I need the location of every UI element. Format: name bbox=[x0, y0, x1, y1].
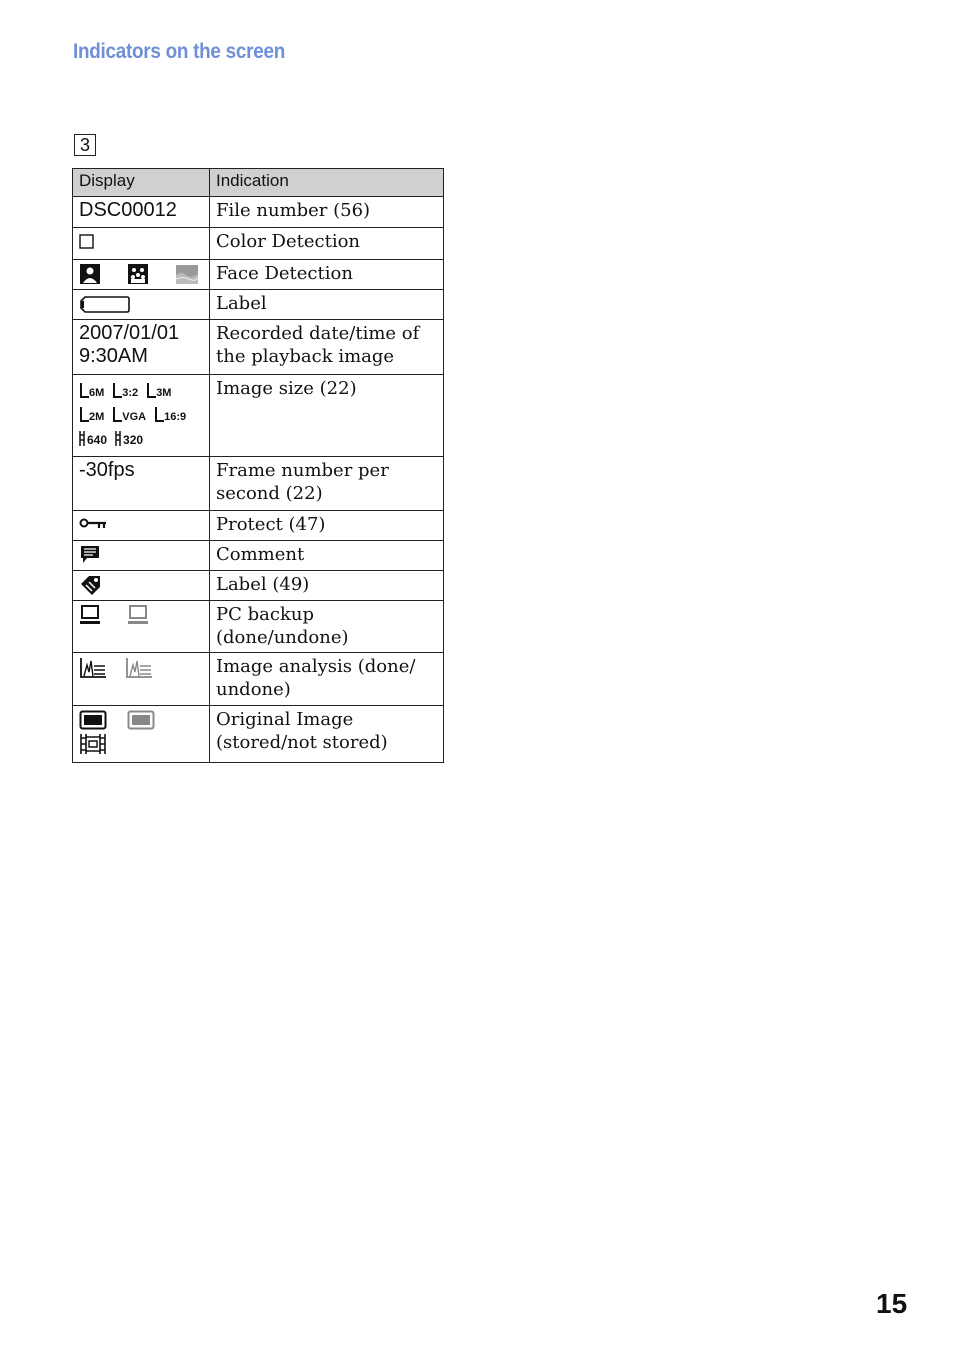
display-cell bbox=[73, 706, 210, 763]
image-size-3-2-icon: 3:2 bbox=[112, 377, 138, 399]
pc-backup-undone-icon bbox=[127, 604, 149, 626]
indication-text: Image analysis (done/ undone) bbox=[210, 653, 444, 706]
image-size-16-9-icon: 16:9 bbox=[154, 401, 186, 423]
display-cell bbox=[73, 653, 210, 706]
key-icon bbox=[79, 516, 109, 532]
indication-text: File number (56) bbox=[210, 197, 444, 228]
display-cell bbox=[73, 228, 210, 260]
indicators-table bbox=[72, 168, 444, 763]
page-number: 15 bbox=[876, 1288, 908, 1319]
display-file-number: DSC00012 bbox=[73, 197, 210, 228]
table-header-row bbox=[73, 169, 444, 197]
display-cell bbox=[73, 260, 210, 290]
histogram-undone-icon bbox=[125, 657, 153, 679]
table-row bbox=[73, 601, 444, 653]
indication-text: Frame number per second (22) bbox=[210, 457, 444, 511]
display-cell bbox=[73, 511, 210, 541]
table-row bbox=[73, 653, 444, 706]
table-row bbox=[73, 571, 444, 601]
image-size-2m-icon: 2M bbox=[79, 401, 104, 423]
indication-text: Image size (22) bbox=[210, 375, 444, 457]
table-row bbox=[73, 290, 444, 320]
histogram-done-icon bbox=[79, 657, 107, 679]
landscape-icon bbox=[175, 263, 199, 285]
display-time: 9:30AM bbox=[79, 345, 148, 367]
original-not-stored-icon bbox=[127, 710, 155, 730]
table-row bbox=[73, 197, 444, 228]
display-cell bbox=[73, 571, 210, 601]
label-tag-icon bbox=[79, 295, 131, 315]
indication-text: Color Detection bbox=[210, 228, 444, 260]
image-size-vga-icon: VGA bbox=[112, 401, 146, 423]
film-icon bbox=[79, 733, 107, 755]
group-icon bbox=[127, 263, 149, 285]
display-datetime bbox=[73, 320, 210, 375]
image-size-icons bbox=[79, 377, 203, 447]
original-stored-icon bbox=[79, 710, 107, 730]
header-indication: Indication bbox=[210, 169, 444, 197]
tag-icon bbox=[79, 574, 103, 596]
indication-text: Protect (47) bbox=[210, 511, 444, 541]
display-cell bbox=[73, 541, 210, 571]
table-row bbox=[73, 375, 444, 457]
image-size-6m-icon: 6M bbox=[79, 377, 104, 399]
header-display: Display bbox=[73, 169, 210, 197]
image-size-3m-icon: 3M bbox=[146, 377, 171, 399]
table-row bbox=[73, 457, 444, 511]
portrait-icon bbox=[79, 263, 101, 285]
page-header: Indicators on the screen bbox=[73, 40, 285, 63]
indication-text: Face Detection bbox=[210, 260, 444, 290]
display-cell bbox=[73, 375, 210, 457]
display-cell bbox=[73, 290, 210, 320]
table-row bbox=[73, 541, 444, 571]
indication-text: Comment bbox=[210, 541, 444, 571]
indication-text: PC backup (done/undone) bbox=[210, 601, 444, 653]
section-number: 3 bbox=[74, 134, 96, 156]
display-date: 2007/01/01 bbox=[79, 322, 180, 344]
comment-icon bbox=[79, 544, 101, 566]
table-row bbox=[73, 320, 444, 375]
movie-size-320-icon: 320 bbox=[115, 425, 143, 447]
table-row bbox=[73, 706, 444, 763]
display-cell bbox=[73, 601, 210, 653]
table-row bbox=[73, 511, 444, 541]
table-row bbox=[73, 228, 444, 260]
table-row bbox=[73, 260, 444, 290]
indication-text: Label (49) bbox=[210, 571, 444, 601]
display-fps: -30fps bbox=[73, 457, 210, 511]
indication-text: Original Image (stored/not stored) bbox=[210, 706, 444, 763]
indication-text: Label bbox=[210, 290, 444, 320]
square-outline-icon bbox=[79, 234, 95, 250]
pc-backup-done-icon bbox=[79, 604, 101, 626]
movie-size-640-icon: 640 bbox=[79, 425, 107, 447]
indication-text: Recorded date/time of the playback image bbox=[210, 320, 444, 375]
